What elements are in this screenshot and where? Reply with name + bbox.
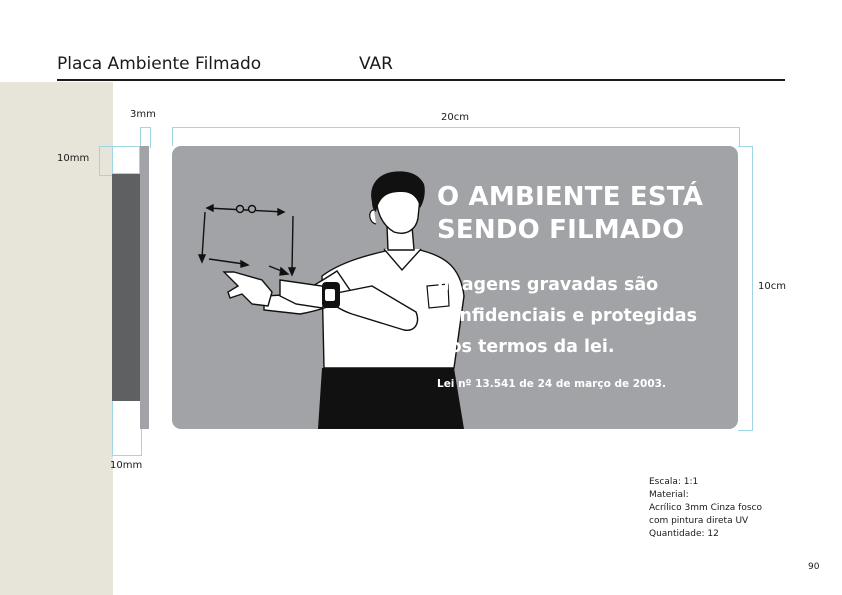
sign-headline — [437, 181, 703, 247]
top-margin-label: 10mm — [57, 153, 90, 164]
sign-subtext — [437, 270, 697, 363]
spec-finish: com pintura direta UV — [649, 516, 749, 526]
subtext-line-1: Imagens gravadas são — [437, 275, 659, 295]
height-guide — [738, 146, 753, 431]
law-reference: Lei nº 13.541 de 24 de março de 2003. — [437, 378, 666, 390]
title-rule — [57, 79, 785, 81]
side-view-plate — [112, 174, 140, 401]
side-view-edge — [140, 146, 149, 429]
page-code: VAR — [359, 54, 393, 74]
spec-material: Acrílico 3mm Cinza fosco — [649, 503, 762, 513]
width-guide — [172, 127, 740, 146]
bottom-margin-guide — [112, 401, 142, 456]
thickness-guide — [140, 127, 151, 148]
subtext-line-2: confidenciais e protegidas — [437, 306, 698, 326]
spec-quantity: Quantidade: 12 — [649, 529, 719, 539]
side-view-top-margin — [112, 146, 140, 174]
spec-block — [649, 476, 762, 541]
page-number: 90 — [808, 562, 820, 572]
thickness-label: 3mm — [130, 109, 156, 120]
headline-line-2: SENDO FILMADO — [437, 215, 685, 245]
width-label: 20cm — [441, 112, 469, 123]
spec-scale: Escala: 1:1 — [649, 477, 699, 487]
height-label: 10cm — [758, 281, 786, 292]
spec-material-label: Material: — [649, 490, 689, 500]
headline-line-1: O AMBIENTE ESTÁ — [437, 182, 704, 212]
page-title: Placa Ambiente Filmado — [57, 54, 262, 74]
bottom-margin-label: 10mm — [110, 460, 143, 471]
subtext-line-3: nos termos da lei. — [437, 337, 615, 357]
